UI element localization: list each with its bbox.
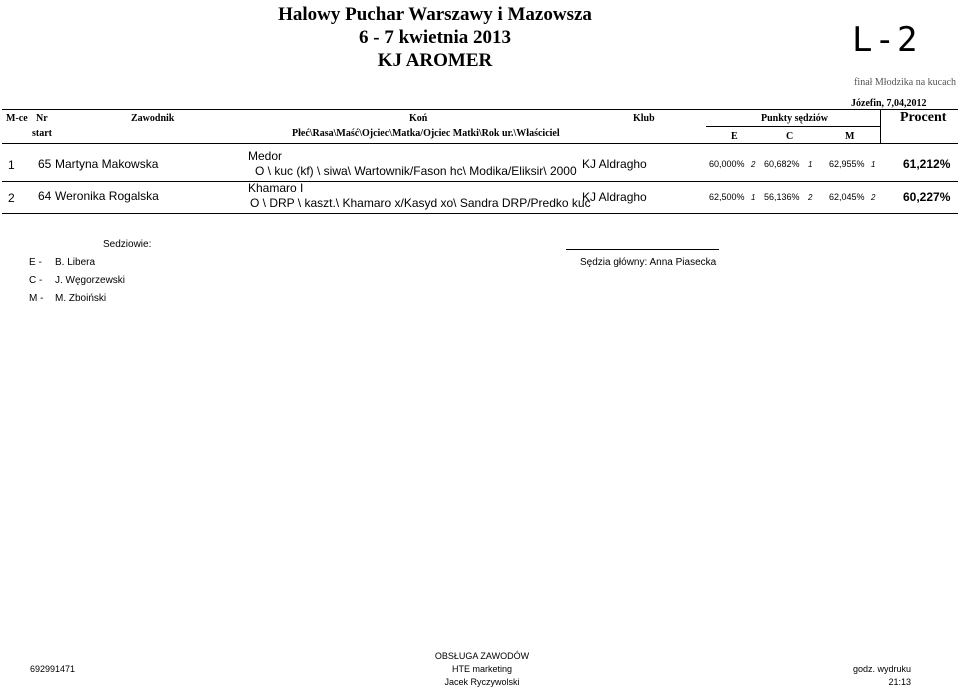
judge-e-score: 60,000%	[709, 159, 745, 169]
signature-line	[566, 249, 719, 250]
competition-dates: 6 - 7 kwietnia 2013	[359, 27, 511, 48]
judge-e-score: 62,500%	[709, 192, 745, 202]
footer-print-label: godz. wydruku	[852, 664, 911, 674]
judges-heading: Sedziowie:	[103, 239, 152, 250]
place: 2	[8, 191, 15, 205]
competition-title: Halowy Puchar Warszawy i Mazowsza	[278, 4, 592, 25]
class-code: L-2	[852, 20, 920, 60]
judge-e-rank: 1	[751, 193, 756, 202]
class-name: finał Młodzika na kucach	[854, 77, 956, 88]
horse-details: O \ kuc (kf) \ siwa\ Wartownik/Fason hc\ Modika/Eliksir\ 2000	[255, 164, 577, 178]
horse-name: Medor	[248, 149, 283, 163]
horse-name: Khamaro I	[248, 181, 304, 195]
start-number: 64	[38, 189, 52, 203]
final-percent: 61,212%	[903, 157, 951, 171]
place: 1	[8, 158, 15, 172]
col-club: Klub	[633, 113, 655, 124]
judge-position: E -	[29, 257, 42, 268]
col-judge-c: C	[786, 131, 794, 142]
judge-e-rank: 2	[751, 160, 756, 169]
organizer-name: KJ AROMER	[377, 50, 493, 71]
col-points: Punkty sędziów	[761, 113, 828, 124]
judge-name: J. Węgorzewski	[55, 275, 126, 286]
footer-print-time: 21:13	[888, 677, 911, 687]
start-number: 65	[38, 157, 52, 171]
rider-name: Martyna Makowska	[55, 157, 159, 171]
judge-name: M. Zboiński	[55, 293, 107, 304]
chief-judge: Sędzia główny: Anna Piasecka	[580, 257, 717, 268]
footer-company: HTE marketing	[451, 664, 513, 674]
judge-m-rank: 2	[871, 193, 876, 202]
col-horse: Koń	[409, 113, 428, 124]
rider-name: Weronika Rogalska	[55, 189, 159, 203]
final-percent: 60,227%	[903, 190, 951, 204]
judge-position: M -	[29, 293, 44, 304]
judge-c-score: 60,682%	[764, 159, 800, 169]
col-place: M-ce	[6, 113, 28, 124]
col-horse-details: Płeć\Rasa\Maść\Ojciec\Matka/Ojciec Matki\Rok ur.\Właściciel	[292, 128, 560, 139]
judge-name: B. Libera	[55, 257, 96, 268]
judge-position: C -	[29, 275, 43, 286]
footer-operator: Jacek Ryczywolski	[444, 677, 520, 687]
place-date: Józefin, 7,04,2012	[851, 98, 927, 109]
club: KJ Aldragho	[582, 157, 647, 171]
judge-m-rank: 1	[871, 160, 876, 169]
judge-c-rank: 2	[808, 193, 813, 202]
col-rider: Zawodnik	[131, 113, 175, 124]
col-percent: Procent	[900, 110, 947, 125]
col-start: start	[32, 128, 52, 139]
col-judge-m: M	[845, 131, 855, 142]
judge-m-score: 62,045%	[829, 192, 865, 202]
col-judge-e: E	[731, 131, 738, 142]
horse-details: O \ DRP \ kaszt.\ Khamaro x/Kasyd xo\ Sandra DRP/Predko kuc	[250, 196, 591, 210]
judge-c-score: 56,136%	[764, 192, 800, 202]
footer-phone: 692991471	[30, 664, 76, 674]
club: KJ Aldragho	[582, 190, 647, 204]
footer-service-title: OBSŁUGA ZAWODÓW	[434, 651, 530, 661]
col-nr: Nr	[36, 113, 48, 124]
judge-c-rank: 1	[808, 160, 813, 169]
judge-m-score: 62,955%	[829, 159, 865, 169]
